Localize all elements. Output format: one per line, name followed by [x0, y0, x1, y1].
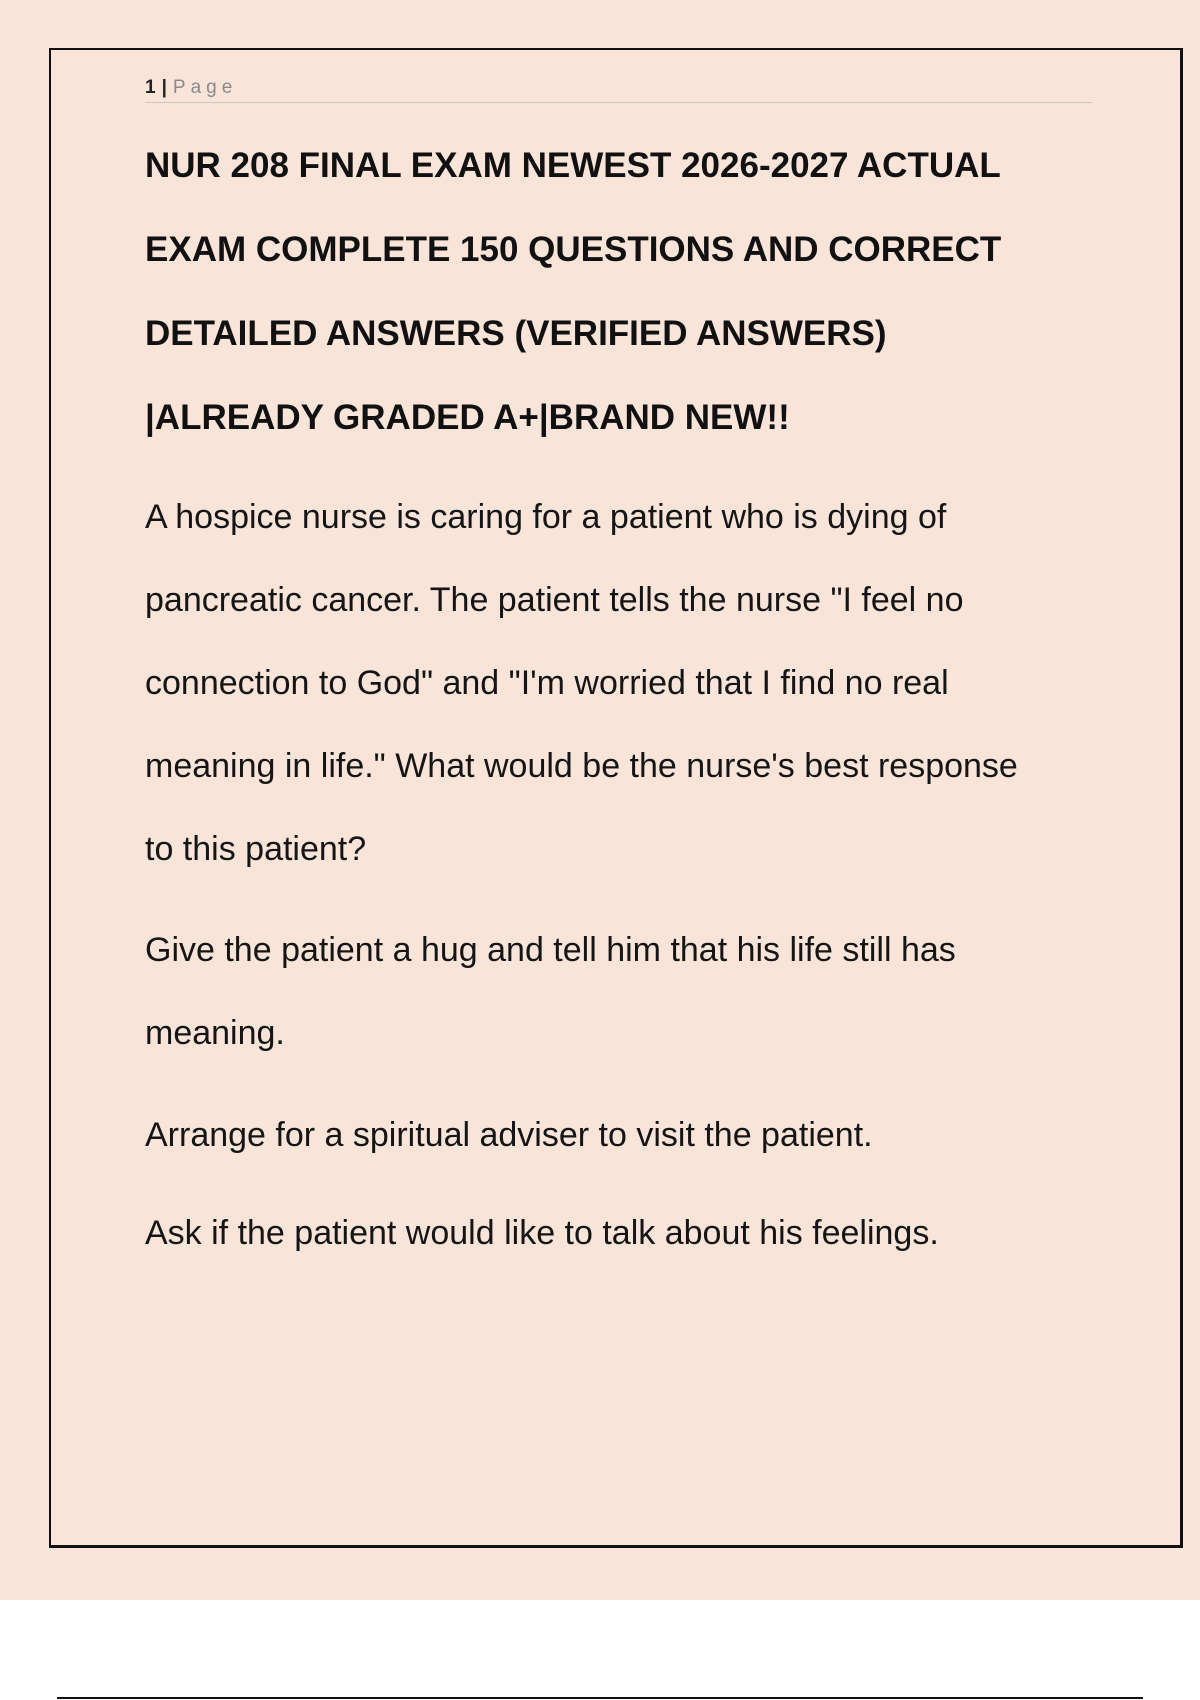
question-line: connection to God" and "I'm worried that I find no real: [145, 664, 949, 702]
answer-option-3: [145, 1192, 1105, 1275]
page-separator: |: [161, 77, 167, 98]
question-line: A hospice nurse is caring for a patient who is dying of: [145, 498, 947, 536]
title-line: NUR 208 FINAL EXAM NEWEST 2026-2027 ACTUAL: [145, 146, 1001, 185]
title-line: |ALREADY GRADED A+|BRAND NEW!!: [145, 398, 790, 437]
page-header: [145, 74, 1092, 103]
question-line: to this patient?: [145, 830, 367, 868]
question-text: [145, 476, 1105, 891]
page-number: 1: [145, 77, 156, 98]
answer-option-1: [145, 909, 1105, 1075]
title-line: DETAILED ANSWERS (VERIFIED ANSWERS): [145, 314, 887, 353]
question-line: meaning in life." What would be the nurse's best response: [145, 747, 1018, 785]
title-line: EXAM COMPLETE 150 QUESTIONS AND CORRECT: [145, 230, 1002, 269]
option-line: Ask if the patient would like to talk about his feelings.: [145, 1214, 939, 1252]
page-label: Page: [172, 77, 238, 98]
question-line: pancreatic cancer. The patient tells the nurse "I feel no: [145, 581, 964, 619]
option-line: Give the patient a hug and tell him that his life still has: [145, 931, 956, 969]
document-title: [145, 124, 1105, 460]
option-line: Arrange for a spiritual adviser to visit the patient.: [145, 1116, 873, 1154]
answer-option-2: [145, 1094, 1105, 1177]
footer-divider: [57, 1697, 1143, 1699]
option-line: meaning.: [145, 1014, 285, 1052]
